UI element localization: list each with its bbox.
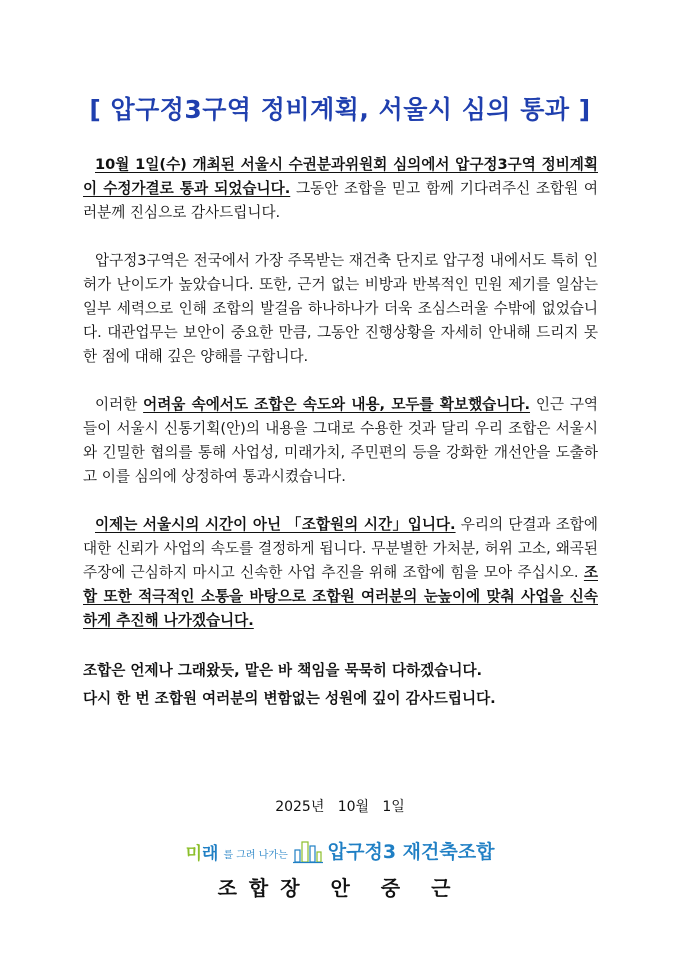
paragraph-text: 압구정3구역은 전국에서 가장 주목받는 재건축 단지로 압구정 내에서도 특히 인허가 난이도가 높았습니다. 또한, 근거 없는 비방과 반복적인 민원 제기를 일삼는 일부 세력으로 인해 조합의 발걸음 하나하나가 더욱 조심스러울 수밖에 없었습니다. 대관업무는 보안이 중요한 만큼, 그동안 진행상황을 자세히 안내해 드리지 못한 점에 대해 깊은 양해를 구합니다. bbox=[83, 252, 598, 365]
highlight-text: 어려움 속에서도 조합은 속도와 내용, 모두를 확보했습니다. bbox=[143, 396, 531, 413]
building-icon bbox=[293, 838, 323, 864]
paragraph-1 bbox=[83, 153, 598, 225]
paragraph-3 bbox=[83, 393, 598, 489]
logo-name: 압구정3 재건축조합 bbox=[327, 841, 495, 863]
issue-date: 2025년 10월 1일 bbox=[275, 799, 405, 815]
paragraph-lead: 이러한 bbox=[95, 396, 144, 413]
highlight-text: 10월 1일(수) 개최된 서울시 수권분과위원회 심의에서 압구정3구역 정비계획이 수정가결로 통과 되었습니다. bbox=[83, 156, 598, 197]
logo-accent-1: 미 bbox=[185, 844, 202, 864]
paragraph-text: 우리의 단결과 조합에 대한 신뢰가 사업의 속도를 결정하게 됩니다. 무분별한 가처분, 허위 고소, 왜곡된 주장에 근심하지 마시고 신속한 사업 추진을 위해 조합에 힘을 모아 주십시오. bbox=[83, 516, 598, 581]
association-logo bbox=[0, 836, 680, 864]
closing-line-1: 조합은 언제나 그래왔듯, 맡은 바 책임을 묵묵히 다하겠습니다. bbox=[83, 662, 483, 679]
closing-line-2: 다시 한 번 조합원 여러분의 변함없는 성원에 깊이 감사드립니다. bbox=[83, 690, 496, 707]
logo-tagline: 를 그려 나가는 bbox=[223, 850, 288, 861]
paragraph-4 bbox=[83, 513, 598, 633]
paragraph-text: 그동안 조합을 믿고 함께 기다려주신 조합원 여러분께 진심으로 감사드립니다. bbox=[83, 180, 599, 221]
paragraph-text: 인근 구역들이 서울시 신통기획(안)의 내용을 그대로 수용한 것과 달리 우리 조합은 서울시와 긴밀한 협의를 통해 사업성, 미래가치, 주민편의 등을 강화한 개선안을 도출하고 이를 심의에 상정하여 통과시켰습니다. bbox=[83, 396, 599, 485]
notice-body bbox=[83, 153, 598, 713]
logo-accent-2: 래 bbox=[202, 844, 219, 864]
logo-accent bbox=[186, 839, 219, 864]
paragraph-2 bbox=[83, 249, 598, 369]
signature-line: 조합장 안 중 근 bbox=[217, 876, 463, 900]
page-title: [ 압구정3구역 정비계획, 서울시 심의 통과 ] bbox=[89, 95, 591, 124]
highlight-text: 이제는 서울시의 시간이 아닌 「조합원의 시간」입니다. bbox=[95, 516, 456, 533]
highlight-text-2: 조합 또한 적극적인 소통을 바탕으로 조합원 여러분의 눈높이에 맞춰 사업을 신속하게 추진해 나가겠습니다. bbox=[83, 564, 598, 629]
